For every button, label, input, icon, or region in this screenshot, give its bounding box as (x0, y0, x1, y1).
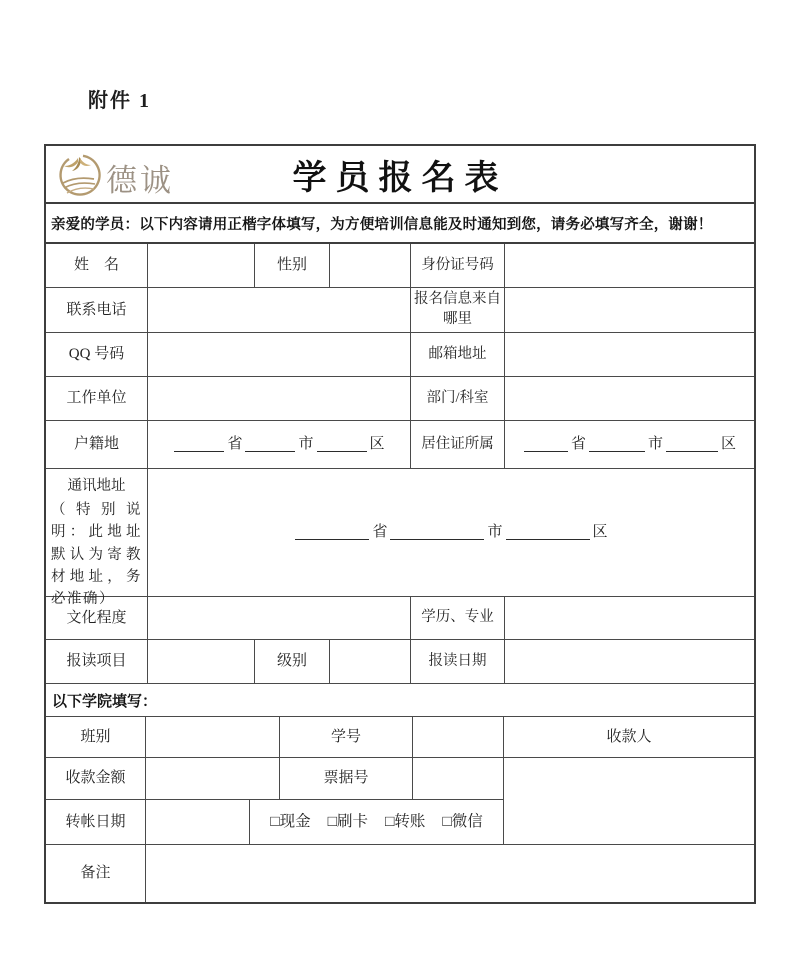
signup-source-input-cell (505, 288, 754, 332)
degree-major-label: 学历、专业 (411, 597, 505, 639)
email-input-cell (505, 333, 754, 376)
payee-input-cell (504, 758, 754, 844)
registration-form-table (44, 144, 756, 904)
employer-label: 工作单位 (46, 377, 148, 420)
row-class (46, 717, 503, 758)
row-qq (46, 333, 754, 377)
row-program (46, 640, 754, 684)
district-label: 区 (369, 436, 385, 453)
level-label: 级别 (255, 640, 330, 683)
id-number-input-cell (505, 244, 754, 287)
class-label: 班别 (46, 717, 146, 757)
enroll-date-input-cell (505, 640, 754, 683)
row-remarks (46, 845, 754, 902)
payment-option-card: □刷卡 (327, 812, 368, 830)
class-input-cell (146, 717, 280, 757)
household-address-input-cell (148, 421, 411, 468)
mailing-address-label (46, 469, 148, 608)
level-input-cell (330, 640, 411, 683)
household-label: 户籍地 (46, 421, 148, 468)
amount-input-cell (146, 758, 280, 799)
gender-label: 性别 (255, 244, 330, 287)
form-header-row (46, 146, 754, 204)
form-title: 学员报名表 (292, 159, 508, 197)
office-section-heading: 以下学院填写： (52, 692, 158, 710)
office-section-row (46, 684, 754, 717)
city-label: 市 (647, 436, 663, 453)
student-no-input-cell (413, 717, 503, 757)
notice-text: 亲爱的学员：以下内容请用正楷字体填写，为方便培训信息能及时通知到您，请务必填写齐全，谢谢！ (51, 216, 713, 233)
notice-row (46, 204, 754, 244)
payment-option-transfer: □转账 (385, 812, 426, 830)
phone-input-cell (148, 288, 411, 332)
department-label: 部门/科室 (411, 377, 505, 420)
province-label: 省 (372, 524, 388, 541)
district-label: 区 (721, 436, 737, 453)
phone-label: 联系电话 (46, 288, 148, 332)
gender-input-cell (330, 244, 411, 287)
id-number-label: 身份证号码 (411, 244, 505, 287)
enroll-date-label: 报读日期 (411, 640, 505, 683)
mailing-address-input-cell (148, 469, 754, 596)
city-label: 市 (487, 524, 503, 541)
logo-text: 德诚 (106, 163, 174, 198)
receipt-no-label: 票据号 (280, 758, 413, 799)
row-education (46, 597, 754, 640)
program-label: 报读项目 (46, 640, 148, 683)
row-household (46, 421, 754, 469)
row-amount (46, 758, 503, 800)
email-label: 邮箱地址 (411, 333, 505, 376)
office-block (46, 717, 754, 845)
name-label: 姓 名 (46, 244, 148, 287)
attachment-label: 附件 1 (88, 90, 151, 112)
education-input-cell (148, 597, 411, 639)
education-label: 文化程度 (46, 597, 148, 639)
receipt-no-input-cell (413, 758, 503, 799)
payment-option-wechat: □微信 (442, 812, 483, 830)
mailing-label-title: 通讯地址 (67, 478, 126, 494)
residence-address-input-cell (505, 421, 754, 468)
row-employer (46, 377, 754, 421)
signup-source-label: 报名信息来自哪里 (411, 288, 505, 332)
employer-input-cell (148, 377, 411, 420)
name-input-cell (148, 244, 255, 287)
qq-label: QQ 号码 (46, 333, 148, 376)
school-logo (56, 152, 174, 203)
district-label: 区 (592, 524, 608, 541)
transfer-date-label: 转帐日期 (46, 800, 146, 844)
row-transfer-date (46, 800, 503, 844)
row-phone (46, 288, 754, 333)
row-mailing-address (46, 469, 754, 608)
program-input-cell (148, 640, 255, 683)
row-name (46, 244, 754, 288)
city-label: 市 (298, 436, 314, 453)
province-label: 省 (227, 436, 243, 453)
degree-major-input-cell (505, 597, 754, 639)
logo-emblem-icon (56, 152, 102, 203)
province-label: 省 (570, 436, 586, 453)
department-input-cell (505, 377, 754, 420)
remarks-input-cell (146, 845, 754, 902)
residence-label: 居住证所属 (411, 421, 505, 468)
student-no-label: 学号 (280, 717, 413, 757)
payment-method-cell (250, 800, 503, 844)
payee-label: 收款人 (504, 717, 754, 758)
amount-label: 收款金额 (46, 758, 146, 799)
payment-option-cash: □现金 (270, 812, 311, 830)
qq-input-cell (148, 333, 411, 376)
mailing-label-note: （特别说明：此地址默认为寄教材地址，务必准确） (51, 501, 142, 608)
remarks-label: 备注 (46, 845, 146, 902)
transfer-date-input-cell (146, 800, 250, 844)
